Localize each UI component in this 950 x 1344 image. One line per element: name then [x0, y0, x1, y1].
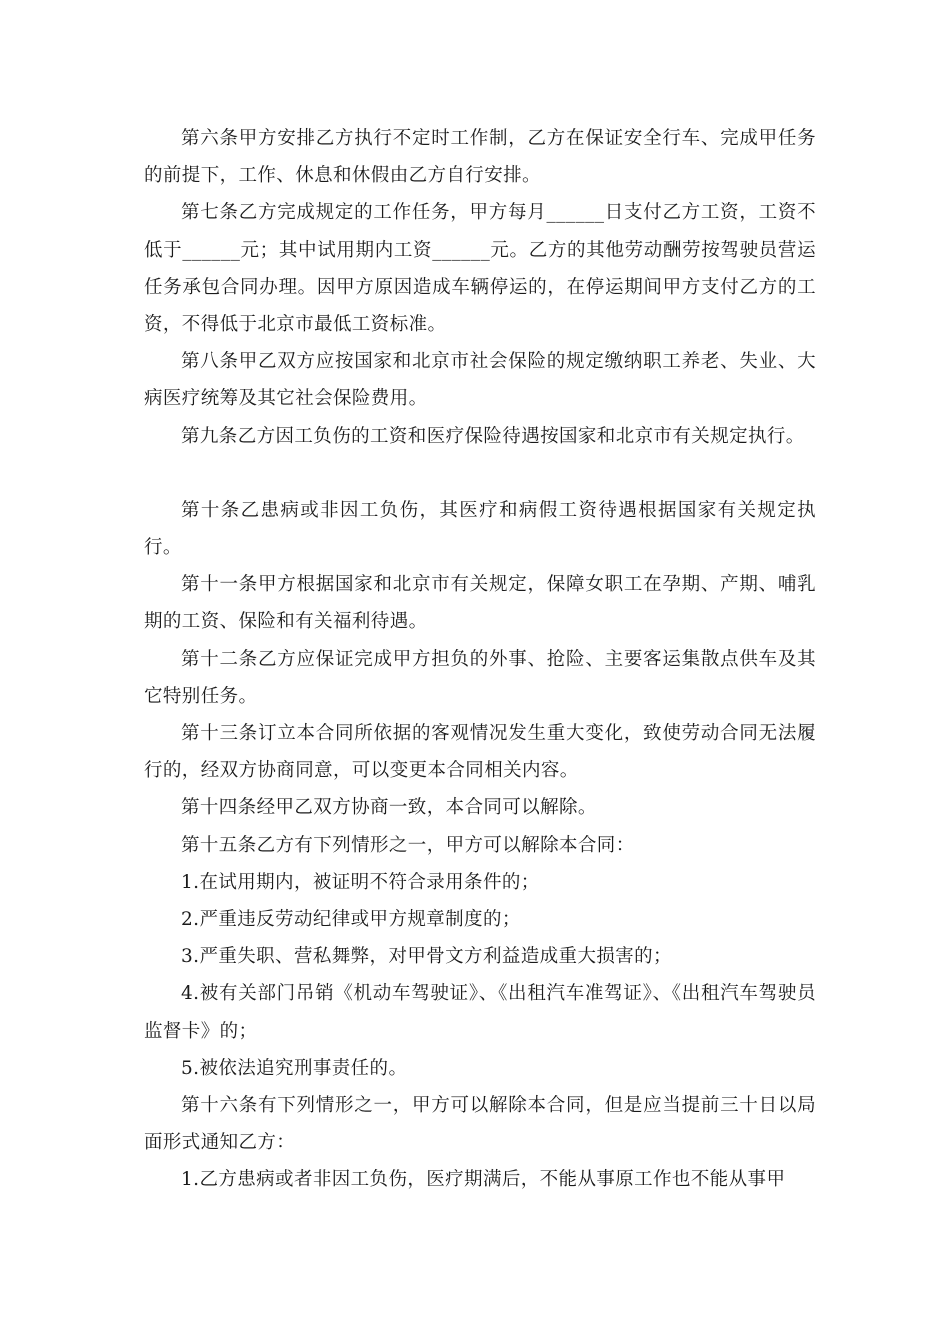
article-6: 第六条甲方安排乙方执行不定时工作制，乙方在保证安全行车、完成甲任务的前提下，工作、休息和休假由乙方自行安排。 [144, 128, 816, 187]
article-15-item-2: 2.严重违反劳动纪律或甲方规章制度的； [181, 909, 521, 931]
article-15-item-1: 1.在试用期内，被证明不符合录用条件的； [181, 871, 540, 893]
contract-body [144, 120, 816, 1199]
article-7: 第七条乙方完成规定的工作任务，甲方每月______日支付乙方工资，工资不低于______元；其中试用期内工资______元。乙方的其他劳动酬劳按驾驶员营运任务承包合同办理。因甲方原因造成车辆停运的，在停运期间甲方支付乙方的工资，不得低于北京市最低工资标准。 [144, 202, 816, 336]
article-8: 第八条甲乙双方应按国家和北京市社会保险的规定缴纳职工养老、失业、大病医疗统筹及其它社会保险费用。 [144, 351, 816, 410]
article-15: 第十五条乙方有下列情形之一，甲方可以解除本合同： [181, 834, 635, 856]
article-15-item-5: 5.被依法追究刑事责任的。 [181, 1057, 408, 1079]
article-15-item-3: 3.严重失职、营私舞弊，对甲骨文方利益造成重大损害的； [181, 946, 672, 968]
article-16: 第十六条有下列情形之一，甲方可以解除本合同，但是应当提前三十日以局面形式通知乙方： [144, 1095, 816, 1154]
article-10: 第十条乙患病或非因工负伤，其医疗和病假工资待遇根据国家有关规定执行。 [144, 499, 816, 559]
article-14: 第十四条经甲乙双方协商一致，本合同可以解除。 [181, 797, 597, 819]
article-13: 第十三条订立本合同所依据的客观情况发生重大变化，致使劳动合同无法履行的，经双方协商同意，可以变更本合同相关内容。 [144, 723, 816, 782]
article-12: 第十二条乙方应保证完成甲方担负的外事、抢险、主要客运集散点供车及其它特别任务。 [144, 648, 816, 707]
article-9: 第九条乙方因工负伤的工资和医疗保险待遇按国家和北京市有关规定执行。 [181, 425, 805, 447]
article-16-item-1: 1.乙方患病或者非因工负伤，医疗期满后，不能从事原工作也不能从事甲 [181, 1169, 786, 1191]
article-15-item-4: 4.被有关部门吊销《机动车驾驶证》、《出租汽车准驾证》、《出租汽车驾驶员监督卡》的； [144, 983, 816, 1042]
article-11: 第十一条甲方根据国家和北京市有关规定，保障女职工在孕期、产期、哺乳期的工资、保险和有关福利待遇。 [144, 574, 816, 633]
